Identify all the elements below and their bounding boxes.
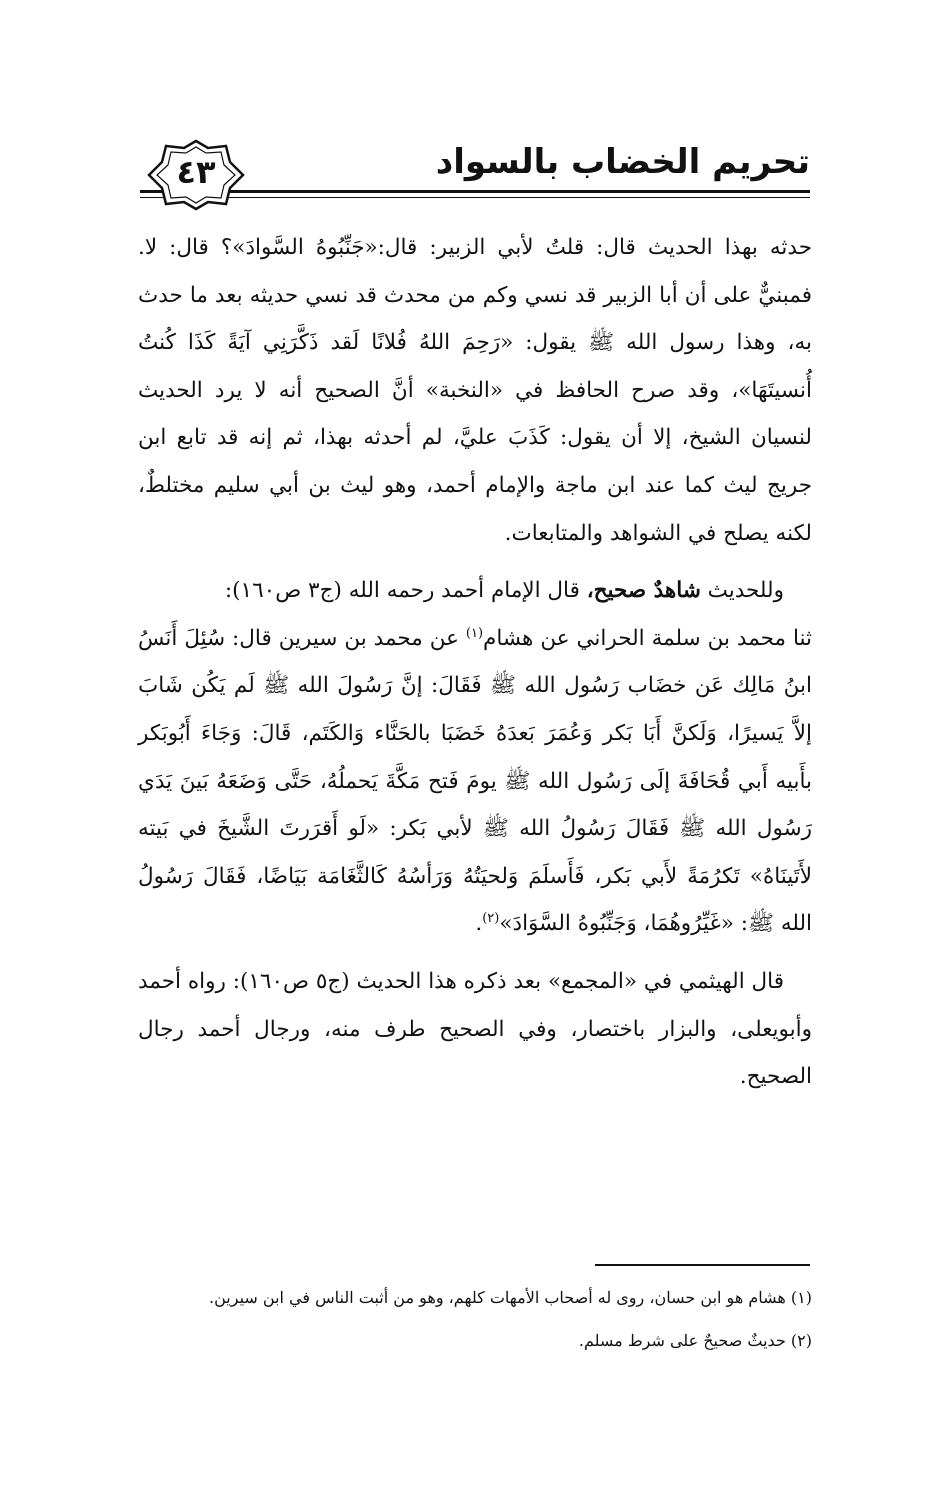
footnote-1: (١) هشام هو ابن حسان، روى له أصحاب الأمهات كلهم، وهو من أثبت الناس في ابن سيرين. [209, 1288, 812, 1307]
paragraph-2 [138, 567, 812, 615]
paragraph-2-rest: قال الإمام أحمد رحمه الله (ج٣ ص١٦٠): [224, 578, 587, 604]
page-number-badge [146, 138, 246, 212]
page-header [140, 128, 810, 218]
paragraph-2-bold: شاهدٌ صحيح، [586, 578, 701, 604]
main-text [138, 224, 812, 1101]
paragraph-3-part1: ثنا محمد بن سلمة الحراني عن هشام [483, 625, 813, 651]
paragraph-4: قال الهيثمي في «المجمع» بعد ذكره هذا الحديث (ج٥ ص١٦٠): رواه أحمد وأبويعلى، والبزار باختصار، وفي الصحيح طرف منه، ورجال أحمد رجال الصحيح. [138, 968, 812, 1090]
paragraph-3-end: . [475, 911, 483, 937]
paragraph-3 [138, 615, 812, 948]
running-title: تحريم الخضاب بالسواد [435, 142, 810, 182]
paragraph-2-lead: وللحديث [700, 578, 784, 604]
page-number: ٤٣ [176, 153, 216, 191]
footnote-ref-1[interactable]: (١) [465, 625, 484, 641]
footnotes [138, 1276, 812, 1362]
footnote-2: (٢) حديثٌ صحيحٌ على شرط مسلم. [578, 1331, 812, 1350]
paragraph-1: حدثه بهذا الحديث قال: قلتُ لأبي الزبير: قال:«جَنِّبُوهُ السَّوادَ»؟ قال: لا. فمبنيٌّ على أن أبا الزبير قد نسي وكم من محدث قد نسي حديثه بعد ما حدث به، وهذا رسول الله ﷺ يقول: «رَحِمَ اللهُ فُلانًا لَقد ذَكَّرَنِي آيَةً كَذَا كُنتُ أُنسيتَهَا»، وقد صرح الحافظ في «النخبة» أنَّ الصحيح أنه لا يرد الحديث لنسيان الشيخ، إلا أن يقول: كَذَبَ عليَّ، لم أحدثه بهذا، ثم إنه قد تابع ابن جريج ليث كما عند ابن ماجة والإمام أحمد، وهو ليث بن أبي سليم مختلطٌ، لكنه يصلح في الشواهد والمتابعات. [138, 235, 812, 546]
footnote-ref-2[interactable]: (٢) [482, 911, 500, 927]
paragraph-3-part2: عن محمد بن سيرين قال: سُئِلَ أَنَسُ ابنُ مَالِك عَن خضَاب رَسُول الله ﷺ فَقَالَ: إنَّ رَسُولَ الله ﷺ لَم يَكُن شَابَ إلاَّ يَسيرًا، وَلَكنَّ أَبَا بَكر وَعُمَرَ بَعدَهُ خَضَبَا بالحَنَّاء وَالكَتَم، قَالَ: وَجَاءَ أَبُوبَكر بأَبيه أَبي قُحَافَةَ إلَى رَسُول الله ﷺ يومَ فَتح مَكَّةَ يَحملُهُ، حَتَّى وَضَعَهُ بَينَ يَدَي رَسُول الله ﷺ فَقَالَ رَسُولُ الله ﷺ لأبي بَكر: «لَو أَقرَرتَ الشَّيخَ في بَيته لأَتَينَاهُ» تَكرُمَةً لأَبي بَكر، فَأَسلَمَ وَلحيَتُهُ وَرَأسُهُ كَالثَّغَامَة بَيَاضًا، فَقَالَ رَسُولُ الله ﷺ: «غَيِّرُوهُمَا، وَجَنِّبُوهُ السَّوَادَ» [138, 625, 812, 937]
footnote-separator [595, 1264, 810, 1266]
